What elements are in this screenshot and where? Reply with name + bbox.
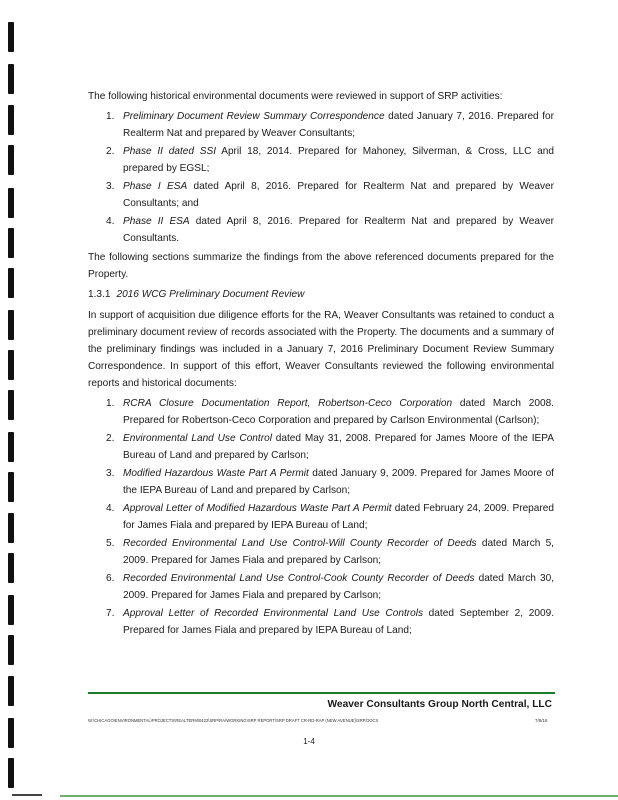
list-item: 6. Recorded Environmental Land Use Control-Cook County Recorder of Deeds dated March 30, 2009. Prepared for James Fiala and prepared by Carlson; bbox=[106, 573, 554, 601]
document-title: Approval Letter of Recorded Environmental Land Use Controls bbox=[123, 608, 424, 619]
list-item: 3. Phase I ESA dated April 8, 2016. Prepared for Realterm Nat and prepared by Weaver Consultants; and bbox=[106, 181, 554, 209]
bottom-divider bbox=[60, 795, 618, 797]
page-number: 1-4 bbox=[303, 737, 315, 746]
list-item: 5. Recorded Environmental Land Use Control-Will County Recorder of Deeds dated March 5, 2009. Prepared for James Fiala and prepared by Carlson; bbox=[106, 538, 554, 566]
footer-date: 7/8/16 bbox=[535, 718, 548, 723]
document-title: Recorded Environmental Land Use Control-Will County Recorder of Deeds bbox=[123, 538, 477, 549]
document-title: Preliminary Document Review Summary Correspondence bbox=[123, 111, 385, 122]
document-title: Environmental Land Use Control bbox=[123, 433, 272, 444]
list-item: 4. Approval Letter of Modified Hazardous Waste Part A Permit dated February 24, 2009. Prepared for James Fiala and prepared by IEPA Bureau of Land; bbox=[106, 503, 554, 531]
section-title: 2016 WCG Preliminary Document Review bbox=[116, 289, 305, 300]
footer-company-name: Weaver Consultants Group North Central, LLC bbox=[327, 699, 552, 710]
document-title: Modified Hazardous Waste Part A Permit bbox=[123, 468, 309, 479]
binder-hole-marks bbox=[8, 0, 16, 800]
list-item: 2. Phase II dated SSI April 18, 2014. Prepared for Mahoney, Silverman, & Cross, LLC and prepared by EGSL; bbox=[106, 146, 555, 174]
document-title: Approval Letter of Modified Hazardous Waste Part A Permit bbox=[123, 503, 392, 514]
document-title: Phase II ESA bbox=[123, 216, 190, 227]
intro-paragraph: The following historical environmental documents were reviewed in support of SRP activities: bbox=[88, 91, 503, 102]
scan-edge-mark bbox=[12, 794, 42, 796]
list-item: 7. Approval Letter of Recorded Environmental Land Use Controls dated September 2, 2009. Prepared for James Fiala and prepared by IEPA Bureau of Land; bbox=[106, 608, 554, 636]
reviewed-reports-list bbox=[88, 395, 554, 639]
summary-paragraph: The following sections summarize the findings from the above referenced documents prepared for the Property. bbox=[88, 252, 554, 280]
document-body bbox=[88, 88, 554, 641]
list-item: 2. Environmental Land Use Control dated May 31, 2008. Prepared for James Moore of the IEPA Bureau of Land and prepared by Carlson; bbox=[106, 433, 554, 461]
list-item: 1. RCRA Closure Documentation Report, Robertson-Ceco Corporation dated March 2008. Prepared for Robertson-Ceco Corporation and prepared by Carlson Environmental (Carlson); bbox=[106, 398, 554, 426]
section-heading bbox=[88, 286, 554, 303]
footer-file-path: W:\CHICAGO\ENVIRONMENTAL\PROJECTS\REALTERM\0422\SRP\RA\WORKING\SRP REPORT\SRP DRAFT CR-RD-RAP (NEW AVENUE)\SRP.DOCX bbox=[88, 718, 379, 723]
list-item: 3. Modified Hazardous Waste Part A Permit dated January 9, 2009. Prepared for James Moore of the IEPA Bureau of Land and prepared by Carlson; bbox=[106, 468, 554, 496]
historical-documents-list bbox=[88, 108, 554, 247]
list-item: 4. Phase II ESA dated April 8, 2016. Prepared for Realterm Nat and prepared by Weaver Consultants. bbox=[106, 216, 554, 244]
section-number: 1.3.1 bbox=[88, 289, 111, 300]
list-item: 1. Preliminary Document Review Summary Correspondence dated January 7, 2016. Prepared for Realterm Nat and prepared by Weaver Consultants; bbox=[106, 111, 554, 139]
document-title: Phase I ESA bbox=[123, 181, 188, 192]
document-title: RCRA Closure Documentation Report, Robertson-Ceco Corporation bbox=[123, 398, 453, 409]
footer-divider bbox=[88, 692, 555, 694]
document-title: Recorded Environmental Land Use Control-Cook County Recorder of Deeds bbox=[123, 573, 475, 584]
document-title: Phase II dated SSI bbox=[123, 146, 217, 157]
body-paragraph: In support of acquisition due diligence efforts for the RA, Weaver Consultants was retained to conduct a preliminary document review of records associated with the Property. The documents and a summary of the preliminary findings was included in a January 7, 2016 Preliminary Document Review Summary Correspondence. In support of this effort, Weaver Consultants reviewed the following environmental reports and historical documents: bbox=[88, 310, 554, 389]
